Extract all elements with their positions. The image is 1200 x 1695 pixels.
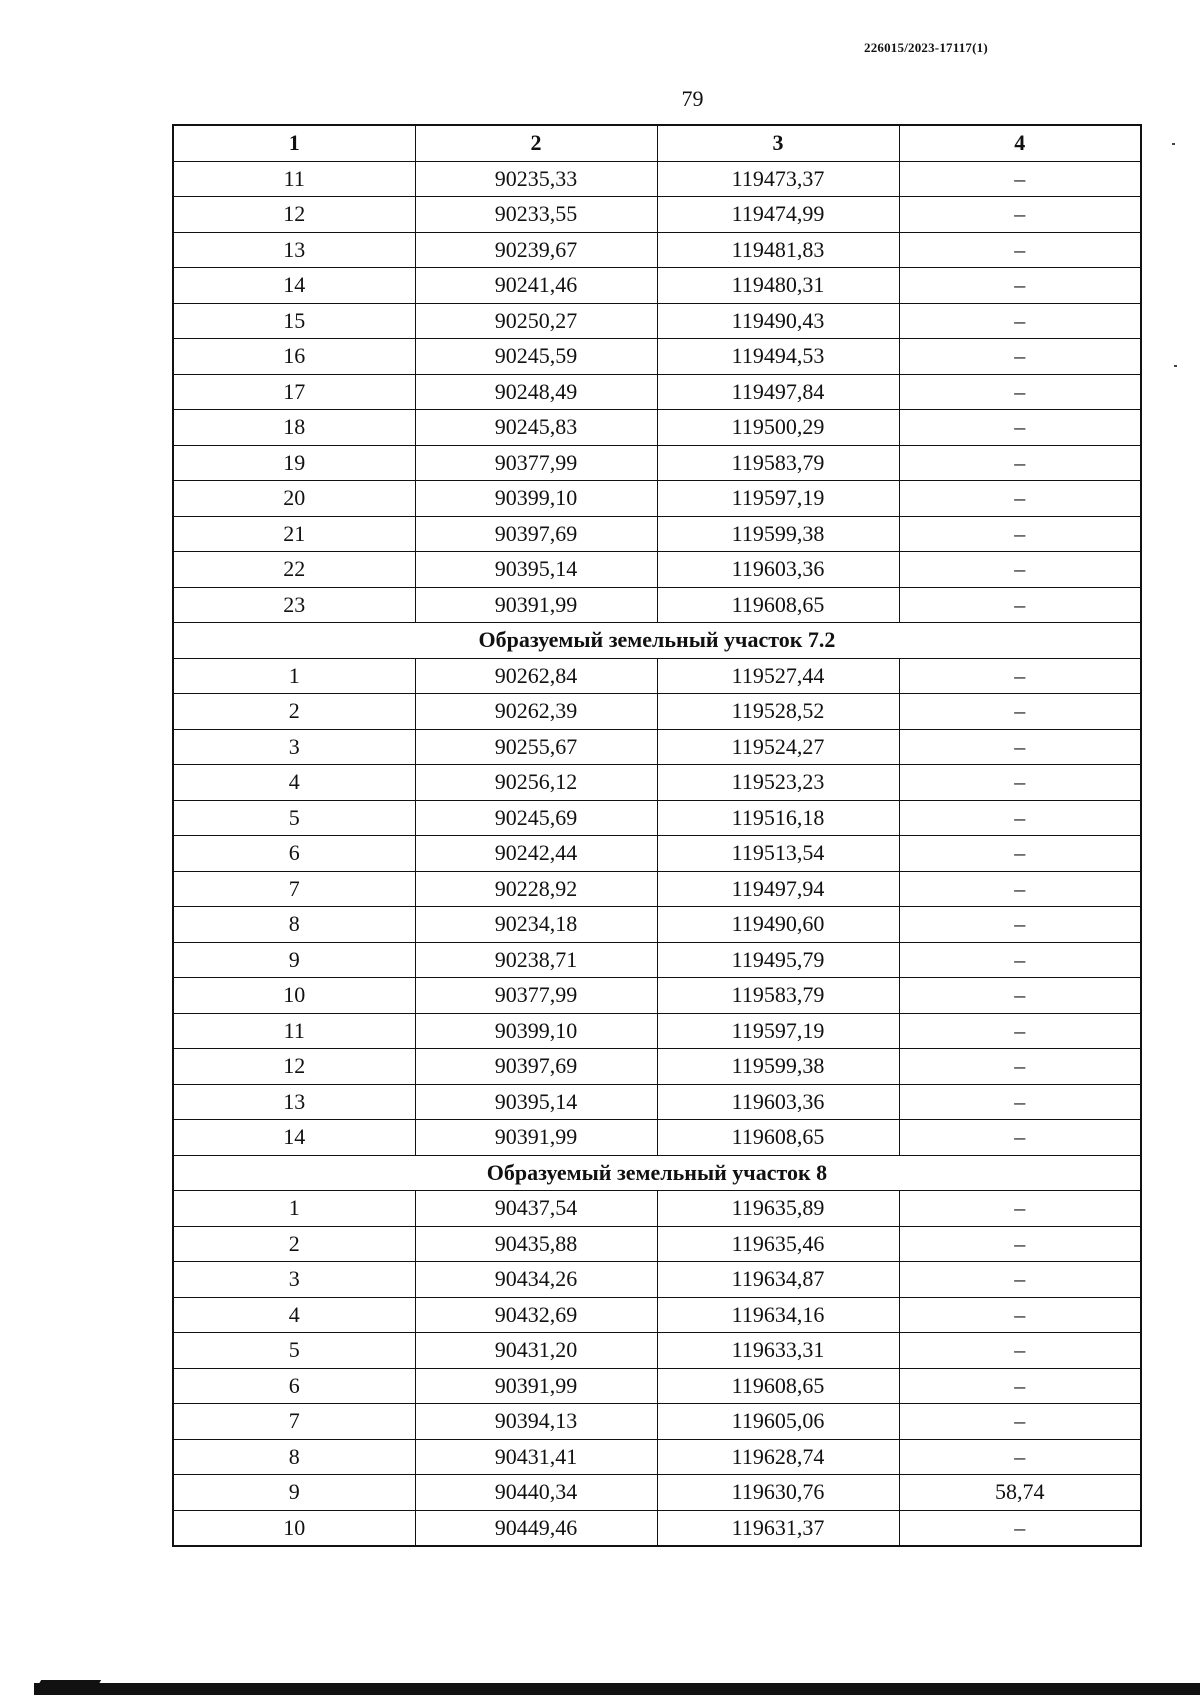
value-cell: – xyxy=(899,1368,1141,1404)
x-coordinate-cell: 90391,99 xyxy=(415,1368,657,1404)
table-row xyxy=(173,552,1141,588)
x-coordinate-cell: 90233,55 xyxy=(415,197,657,233)
y-coordinate-cell: 119608,65 xyxy=(657,1120,899,1156)
x-coordinate-cell: 90435,88 xyxy=(415,1226,657,1262)
x-coordinate-cell: 90250,27 xyxy=(415,303,657,339)
y-coordinate-cell: 119635,89 xyxy=(657,1191,899,1227)
point-number-cell: 7 xyxy=(173,871,415,907)
value-cell: – xyxy=(899,729,1141,765)
table-row xyxy=(173,1049,1141,1085)
x-coordinate-cell: 90235,33 xyxy=(415,161,657,197)
x-coordinate-cell: 90248,49 xyxy=(415,374,657,410)
point-number-cell: 2 xyxy=(173,694,415,730)
point-number-cell: 11 xyxy=(173,1013,415,1049)
y-coordinate-cell: 119500,29 xyxy=(657,410,899,446)
x-coordinate-cell: 90434,26 xyxy=(415,1262,657,1298)
y-coordinate-cell: 119603,36 xyxy=(657,552,899,588)
value-cell: – xyxy=(899,197,1141,233)
table-row xyxy=(173,1439,1141,1475)
column-header: 4 xyxy=(899,125,1141,161)
x-coordinate-cell: 90399,10 xyxy=(415,481,657,517)
y-coordinate-cell: 119490,60 xyxy=(657,907,899,943)
point-number-cell: 6 xyxy=(173,836,415,872)
table-row xyxy=(173,374,1141,410)
y-coordinate-cell: 119474,99 xyxy=(657,197,899,233)
y-coordinate-cell: 119631,37 xyxy=(657,1510,899,1546)
value-cell: 58,74 xyxy=(899,1475,1141,1511)
y-coordinate-cell: 119583,79 xyxy=(657,445,899,481)
point-number-cell: 5 xyxy=(173,800,415,836)
value-cell: – xyxy=(899,1297,1141,1333)
table-header-row xyxy=(173,125,1141,161)
y-coordinate-cell: 119481,83 xyxy=(657,232,899,268)
value-cell: – xyxy=(899,1226,1141,1262)
y-coordinate-cell: 119597,19 xyxy=(657,481,899,517)
y-coordinate-cell: 119516,18 xyxy=(657,800,899,836)
table-row xyxy=(173,232,1141,268)
margin-mark xyxy=(1174,365,1177,367)
point-number-cell: 15 xyxy=(173,303,415,339)
y-coordinate-cell: 119480,31 xyxy=(657,268,899,304)
y-coordinate-cell: 119628,74 xyxy=(657,1439,899,1475)
x-coordinate-cell: 90256,12 xyxy=(415,765,657,801)
point-number-cell: 18 xyxy=(173,410,415,446)
table-row xyxy=(173,836,1141,872)
table-row xyxy=(173,1084,1141,1120)
y-coordinate-cell: 119497,94 xyxy=(657,871,899,907)
point-number-cell: 12 xyxy=(173,197,415,233)
y-coordinate-cell: 119494,53 xyxy=(657,339,899,375)
value-cell: – xyxy=(899,1333,1141,1369)
x-coordinate-cell: 90245,69 xyxy=(415,800,657,836)
y-coordinate-cell: 119608,65 xyxy=(657,587,899,623)
value-cell: – xyxy=(899,871,1141,907)
y-coordinate-cell: 119523,23 xyxy=(657,765,899,801)
point-number-cell: 2 xyxy=(173,1226,415,1262)
y-coordinate-cell: 119605,06 xyxy=(657,1404,899,1440)
point-number-cell: 13 xyxy=(173,1084,415,1120)
value-cell: – xyxy=(899,1084,1141,1120)
x-coordinate-cell: 90397,69 xyxy=(415,516,657,552)
point-number-cell: 17 xyxy=(173,374,415,410)
table-row xyxy=(173,1475,1141,1511)
section-title: Образуемый земельный участок 8 xyxy=(173,1155,1141,1191)
x-coordinate-cell: 90391,99 xyxy=(415,587,657,623)
value-cell: – xyxy=(899,232,1141,268)
y-coordinate-cell: 119583,79 xyxy=(657,978,899,1014)
y-coordinate-cell: 119490,43 xyxy=(657,303,899,339)
x-coordinate-cell: 90395,14 xyxy=(415,1084,657,1120)
value-cell: – xyxy=(899,410,1141,446)
x-coordinate-cell: 90228,92 xyxy=(415,871,657,907)
point-number-cell: 8 xyxy=(173,907,415,943)
y-coordinate-cell: 119597,19 xyxy=(657,1013,899,1049)
value-cell: – xyxy=(899,516,1141,552)
value-cell: – xyxy=(899,1439,1141,1475)
table-row xyxy=(173,800,1141,836)
value-cell: – xyxy=(899,907,1141,943)
table-row xyxy=(173,516,1141,552)
table-row xyxy=(173,1262,1141,1298)
section-row xyxy=(173,623,1141,659)
y-coordinate-cell: 119513,54 xyxy=(657,836,899,872)
column-header: 1 xyxy=(173,125,415,161)
point-number-cell: 14 xyxy=(173,268,415,304)
point-number-cell: 16 xyxy=(173,339,415,375)
x-coordinate-cell: 90449,46 xyxy=(415,1510,657,1546)
point-number-cell: 11 xyxy=(173,161,415,197)
point-number-cell: 4 xyxy=(173,765,415,801)
x-coordinate-cell: 90255,67 xyxy=(415,729,657,765)
point-number-cell: 3 xyxy=(173,1262,415,1298)
value-cell: – xyxy=(899,303,1141,339)
y-coordinate-cell: 119599,38 xyxy=(657,516,899,552)
value-cell: – xyxy=(899,1262,1141,1298)
table-row xyxy=(173,1191,1141,1227)
value-cell: – xyxy=(899,552,1141,588)
y-coordinate-cell: 119473,37 xyxy=(657,161,899,197)
column-header: 2 xyxy=(415,125,657,161)
value-cell: – xyxy=(899,268,1141,304)
table-body xyxy=(173,161,1141,1546)
x-coordinate-cell: 90431,41 xyxy=(415,1439,657,1475)
scan-edge-bar xyxy=(34,1683,1200,1695)
point-number-cell: 4 xyxy=(173,1297,415,1333)
value-cell: – xyxy=(899,1120,1141,1156)
value-cell: – xyxy=(899,658,1141,694)
point-number-cell: 3 xyxy=(173,729,415,765)
point-number-cell: 5 xyxy=(173,1333,415,1369)
y-coordinate-cell: 119630,76 xyxy=(657,1475,899,1511)
table-row xyxy=(173,303,1141,339)
point-number-cell: 9 xyxy=(173,1475,415,1511)
value-cell: – xyxy=(899,161,1141,197)
table-row xyxy=(173,1297,1141,1333)
point-number-cell: 7 xyxy=(173,1404,415,1440)
y-coordinate-cell: 119497,84 xyxy=(657,374,899,410)
x-coordinate-cell: 90391,99 xyxy=(415,1120,657,1156)
table-row xyxy=(173,197,1141,233)
value-cell: – xyxy=(899,587,1141,623)
y-coordinate-cell: 119635,46 xyxy=(657,1226,899,1262)
x-coordinate-cell: 90262,39 xyxy=(415,694,657,730)
margin-mark xyxy=(1172,143,1175,145)
value-cell: – xyxy=(899,765,1141,801)
section-title: Образуемый земельный участок 7.2 xyxy=(173,623,1141,659)
point-number-cell: 12 xyxy=(173,1049,415,1085)
table-row xyxy=(173,410,1141,446)
x-coordinate-cell: 90377,99 xyxy=(415,978,657,1014)
y-coordinate-cell: 119528,52 xyxy=(657,694,899,730)
point-number-cell: 20 xyxy=(173,481,415,517)
y-coordinate-cell: 119599,38 xyxy=(657,1049,899,1085)
y-coordinate-cell: 119603,36 xyxy=(657,1084,899,1120)
table-row xyxy=(173,161,1141,197)
point-number-cell: 9 xyxy=(173,942,415,978)
table-row xyxy=(173,268,1141,304)
table-row xyxy=(173,445,1141,481)
table-row xyxy=(173,1368,1141,1404)
table-row xyxy=(173,339,1141,375)
table-row xyxy=(173,1120,1141,1156)
value-cell: – xyxy=(899,1191,1141,1227)
y-coordinate-cell: 119527,44 xyxy=(657,658,899,694)
point-number-cell: 6 xyxy=(173,1368,415,1404)
table-row xyxy=(173,481,1141,517)
point-number-cell: 21 xyxy=(173,516,415,552)
x-coordinate-cell: 90239,67 xyxy=(415,232,657,268)
value-cell: – xyxy=(899,374,1141,410)
table-row xyxy=(173,729,1141,765)
point-number-cell: 1 xyxy=(173,658,415,694)
table-row xyxy=(173,1013,1141,1049)
value-cell: – xyxy=(899,800,1141,836)
x-coordinate-cell: 90238,71 xyxy=(415,942,657,978)
section-row xyxy=(173,1155,1141,1191)
value-cell: – xyxy=(899,978,1141,1014)
point-number-cell: 10 xyxy=(173,1510,415,1546)
table-row xyxy=(173,1404,1141,1440)
point-number-cell: 14 xyxy=(173,1120,415,1156)
x-coordinate-cell: 90241,46 xyxy=(415,268,657,304)
x-coordinate-cell: 90432,69 xyxy=(415,1297,657,1333)
x-coordinate-cell: 90394,13 xyxy=(415,1404,657,1440)
table-row xyxy=(173,1226,1141,1262)
table-row xyxy=(173,658,1141,694)
point-number-cell: 10 xyxy=(173,978,415,1014)
value-cell: – xyxy=(899,1510,1141,1546)
value-cell: – xyxy=(899,836,1141,872)
table-row xyxy=(173,871,1141,907)
x-coordinate-cell: 90245,83 xyxy=(415,410,657,446)
value-cell: – xyxy=(899,1049,1141,1085)
table-row xyxy=(173,1510,1141,1546)
point-number-cell: 22 xyxy=(173,552,415,588)
point-number-cell: 1 xyxy=(173,1191,415,1227)
y-coordinate-cell: 119608,65 xyxy=(657,1368,899,1404)
value-cell: – xyxy=(899,481,1141,517)
document-id: 226015/2023-17117(1) xyxy=(864,40,988,55)
x-coordinate-cell: 90245,59 xyxy=(415,339,657,375)
x-coordinate-cell: 90395,14 xyxy=(415,552,657,588)
table-row xyxy=(173,694,1141,730)
table-row xyxy=(173,1333,1141,1369)
table-row xyxy=(173,587,1141,623)
value-cell: – xyxy=(899,1013,1141,1049)
value-cell: – xyxy=(899,1404,1141,1440)
x-coordinate-cell: 90431,20 xyxy=(415,1333,657,1369)
x-coordinate-cell: 90262,84 xyxy=(415,658,657,694)
point-number-cell: 19 xyxy=(173,445,415,481)
value-cell: – xyxy=(899,942,1141,978)
value-cell: – xyxy=(899,339,1141,375)
table-row xyxy=(173,907,1141,943)
y-coordinate-cell: 119633,31 xyxy=(657,1333,899,1369)
point-number-cell: 13 xyxy=(173,232,415,268)
y-coordinate-cell: 119634,87 xyxy=(657,1262,899,1298)
x-coordinate-cell: 90377,99 xyxy=(415,445,657,481)
value-cell: – xyxy=(899,694,1141,730)
column-header: 3 xyxy=(657,125,899,161)
x-coordinate-cell: 90242,44 xyxy=(415,836,657,872)
value-cell: – xyxy=(899,445,1141,481)
x-coordinate-cell: 90440,34 xyxy=(415,1475,657,1511)
x-coordinate-cell: 90437,54 xyxy=(415,1191,657,1227)
y-coordinate-cell: 119634,16 xyxy=(657,1297,899,1333)
coordinates-table xyxy=(172,124,1142,1547)
x-coordinate-cell: 90234,18 xyxy=(415,907,657,943)
point-number-cell: 8 xyxy=(173,1439,415,1475)
point-number-cell: 23 xyxy=(173,587,415,623)
x-coordinate-cell: 90397,69 xyxy=(415,1049,657,1085)
y-coordinate-cell: 119524,27 xyxy=(657,729,899,765)
x-coordinate-cell: 90399,10 xyxy=(415,1013,657,1049)
table-row xyxy=(173,942,1141,978)
page-number: 79 xyxy=(681,86,704,111)
y-coordinate-cell: 119495,79 xyxy=(657,942,899,978)
table-row xyxy=(173,978,1141,1014)
table-row xyxy=(173,765,1141,801)
